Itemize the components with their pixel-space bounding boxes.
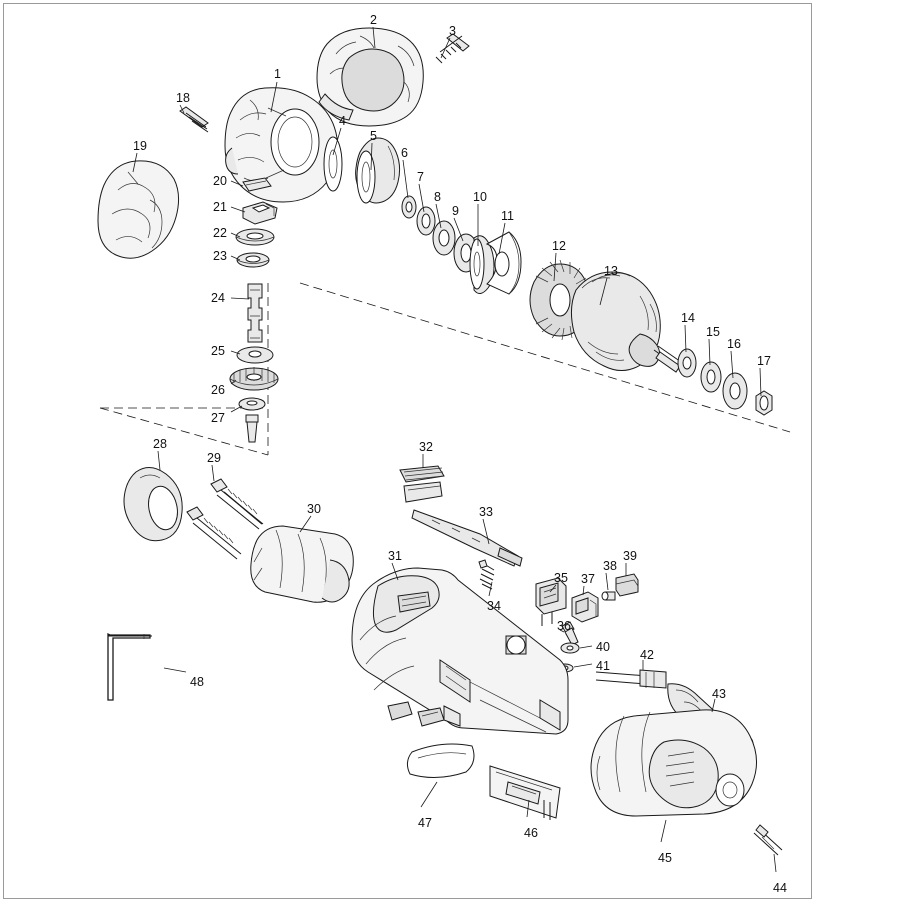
part-26-gear	[230, 367, 278, 390]
callout-32: 32	[419, 440, 433, 454]
callout-23: 23	[213, 249, 227, 263]
callout-12: 12	[552, 239, 566, 253]
callout-30: 30	[307, 502, 321, 516]
callout-6: 6	[401, 146, 408, 160]
part-2-housing-cover	[317, 28, 423, 126]
callout-17: 17	[757, 354, 771, 368]
part-7-bearing	[417, 207, 435, 235]
part-5-bearing-sleeve	[356, 138, 400, 203]
part-29-long-screws	[187, 479, 263, 559]
part-32-switch-plate	[400, 466, 444, 502]
callout-4: 4	[339, 114, 346, 128]
part-8-bearing	[433, 221, 455, 255]
callout-15: 15	[706, 325, 720, 339]
part-3-screw	[436, 34, 469, 63]
callout-43: 43	[712, 687, 726, 701]
callout-13: 13	[604, 264, 618, 278]
callout-48: 48	[190, 675, 204, 689]
callout-45: 45	[658, 851, 672, 865]
callout-25: 25	[211, 344, 225, 358]
callout-1: 1	[274, 67, 281, 81]
callout-34: 34	[487, 599, 501, 613]
callout-9: 9	[452, 204, 459, 218]
callout-3: 3	[449, 24, 456, 38]
part-44-screw	[754, 825, 782, 855]
part-21-bracket	[243, 202, 277, 224]
callout-5: 5	[370, 129, 377, 143]
callout-7: 7	[417, 170, 424, 184]
part-30-motor-housing	[251, 526, 354, 602]
callout-27: 27	[211, 411, 225, 425]
part-17-nut	[756, 391, 772, 415]
part-22-bearing	[236, 229, 274, 245]
part-19-side-cover	[98, 161, 179, 258]
part-6-washer	[402, 196, 416, 218]
callout-36: 36	[557, 619, 571, 633]
callout-44: 44	[773, 881, 787, 895]
part-15-washer	[701, 362, 721, 392]
callout-16: 16	[727, 337, 741, 351]
callout-24: 24	[211, 291, 225, 305]
callout-26: 26	[211, 383, 225, 397]
callout-21: 21	[213, 200, 227, 214]
part-46-cartridge	[490, 766, 560, 820]
callout-33: 33	[479, 505, 493, 519]
callout-42: 42	[640, 648, 654, 662]
callout-38: 38	[603, 559, 617, 573]
callout-35: 35	[554, 571, 568, 585]
part-4-seal-ring	[324, 137, 342, 191]
part-40-washer	[561, 643, 579, 653]
callout-37: 37	[581, 572, 595, 586]
part-28-ring	[124, 467, 182, 540]
callout-18: 18	[176, 91, 190, 105]
callout-19: 19	[133, 139, 147, 153]
callout-31: 31	[388, 549, 402, 563]
callout-11: 11	[501, 209, 514, 223]
part-45-rear-housing	[591, 710, 757, 816]
part-23-ring	[237, 253, 269, 267]
part-27-washer	[239, 398, 265, 442]
part-33-lever-arm	[412, 510, 522, 566]
part-16-bearing	[723, 373, 747, 409]
part-38-pin	[602, 592, 615, 600]
callout-46: 46	[524, 826, 538, 840]
callout-40: 40	[596, 640, 610, 654]
part-14-bearing	[678, 349, 696, 377]
callout-14: 14	[681, 311, 695, 325]
callout-39: 39	[623, 549, 637, 563]
callout-29: 29	[207, 451, 221, 465]
part-13-armature	[571, 272, 684, 372]
part-25-washer	[237, 347, 273, 363]
callout-41: 41	[596, 659, 610, 673]
callout-2: 2	[370, 13, 377, 27]
part-39-block	[616, 574, 638, 596]
callout-8: 8	[434, 190, 441, 204]
part-37-terminal	[572, 592, 598, 622]
callout-20: 20	[213, 174, 227, 188]
part-48-hex-wrench	[108, 634, 152, 700]
callout-47: 47	[418, 816, 432, 830]
part-24-spindle	[248, 284, 262, 342]
part-18-screw	[180, 107, 208, 132]
part-47-label-sheet	[407, 744, 474, 778]
callout-22: 22	[213, 226, 227, 240]
callout-10: 10	[473, 190, 487, 204]
callout-28: 28	[153, 437, 167, 451]
